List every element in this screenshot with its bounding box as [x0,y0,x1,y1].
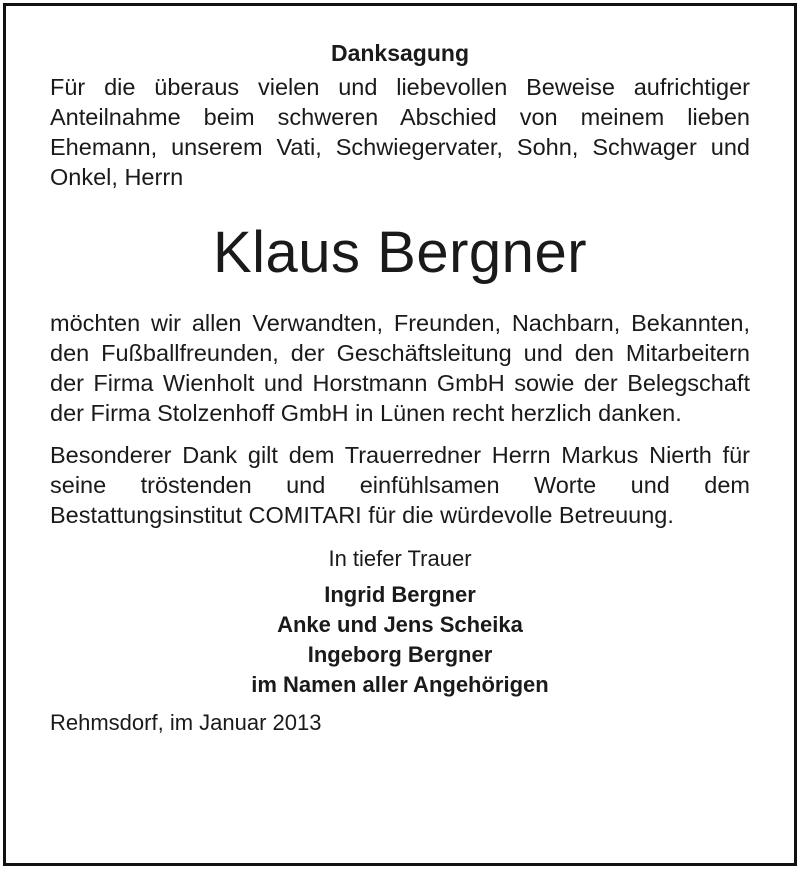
signer-name: Ingeborg Bergner [307,642,493,667]
signer-name: im Namen aller Angehörigen [251,672,549,697]
mourning-line: In tiefer Trauer [328,546,472,571]
notice-heading: Danksagung [330,40,470,66]
obituary-notice [50,38,750,738]
signer-name: Ingrid Bergner [324,582,476,607]
signers-list [50,580,750,700]
deceased-name: Klaus Bergner [212,220,588,285]
intro-paragraph: Für die überaus vielen und liebevollen Beweise aufrichtiger Anteilnahme beim schweren Abschied von meinem lieben Ehemann, unserem Vati, Schwiegervater, Sohn, Schwager und Onkel, Herrn [50,74,750,190]
place-date: Rehmsdorf, im Januar 2013 [50,710,322,735]
thanks-paragraph: möchten wir allen Verwandten, Freunden, Nachbarn, Bekannten, den Fußballfreunden, der Geschäftsleitung und den Mitarbeitern der Firma Wienholt und Horstmann GmbH sowie der Belegschaft der Firma Stolzenhoff GmbH in Lünen recht herzlich danken. [50,310,750,426]
signer-name: Anke und Jens Scheika [277,612,523,637]
paragraph-spacer [50,428,750,440]
special-thanks-paragraph: Besonderer Dank gilt dem Trauerredner Herrn Markus Nierth für seine tröstenden und einfühlsamen Worte und dem Bestattungsinstitut COMITARI für die würdevolle Betreuung. [50,442,750,528]
